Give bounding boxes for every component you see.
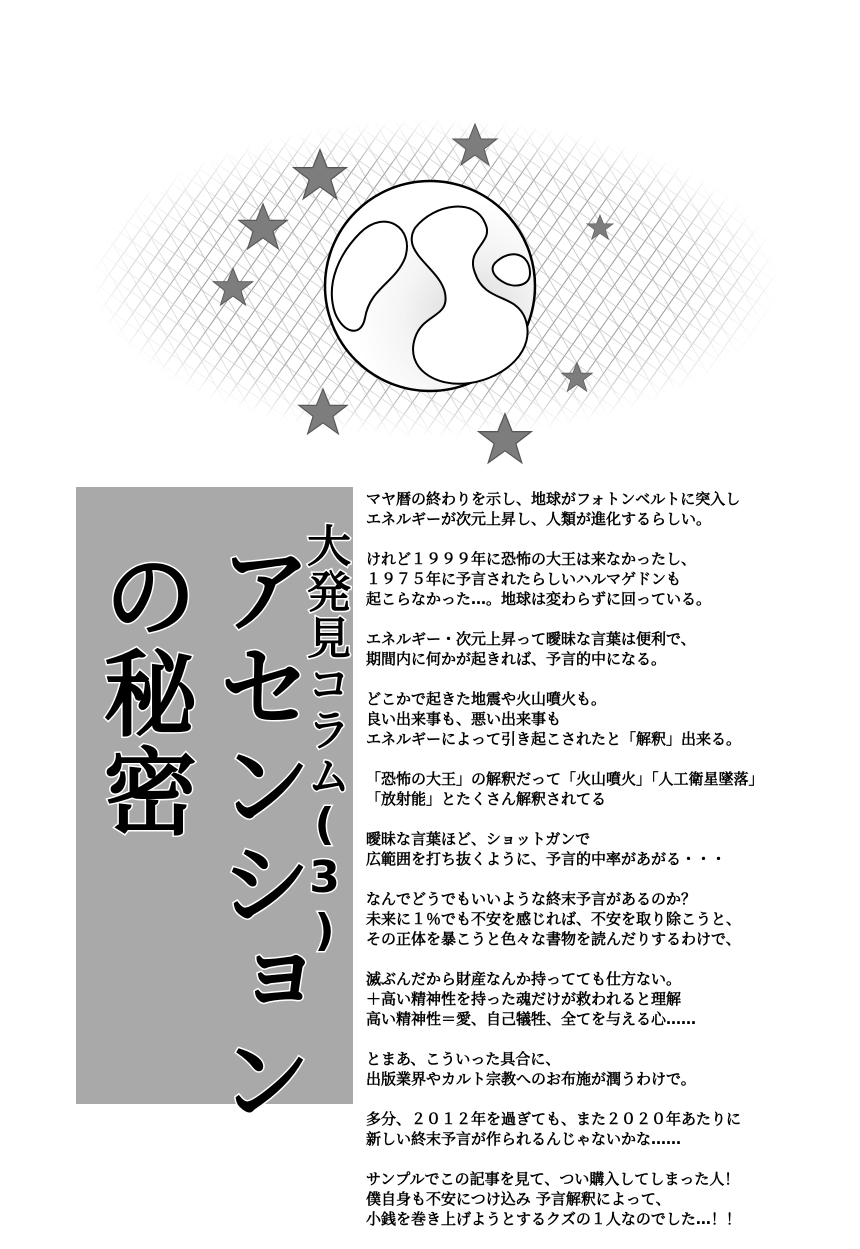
paragraph (366, 769, 836, 809)
paragraph (366, 1109, 836, 1149)
text-line: けれど１９９９年に恐怖の大王は来なかったし、 (366, 550, 697, 568)
text-line: エネルギーが次元上昇し、人類が進化するらしい。 (366, 510, 712, 528)
text-line: 「放射能」とたくさん解釈されてる (366, 790, 607, 808)
paragraph (366, 1169, 836, 1229)
globe-starburst-illustration (85, 88, 785, 473)
text-line: 滅ぶんだから財産なんか持ってても仕方ない。 (366, 970, 682, 988)
text-line: エネルギー・次元上昇って曖昧な言葉は便利で、 (366, 630, 696, 648)
paragraph (366, 689, 836, 749)
text-line: どこかで起きた地震や火山噴火も。 (366, 690, 607, 708)
title-panel (76, 487, 353, 1129)
paragraph (366, 829, 836, 869)
globe-icon (325, 181, 535, 391)
paragraph (366, 889, 836, 949)
text-line: 出版業界やカルト宗教へのお布施が潤うわけで。 (366, 1070, 696, 1088)
text-line: サンプルでこの記事を見て、つい購入してしまった人！ (366, 1170, 740, 1188)
text-line: マヤ暦の終わりを示し、地球がフォトンベルトに突入し (366, 490, 741, 508)
text-line: １９７５年に予言されたらしいハルマゲドンも (366, 570, 682, 588)
text-line: その正体を暴こうと色々な書物を読んだりするわけで、 (366, 930, 741, 948)
text-line: 小銭を巻き上げようとするクズの１人なのでした…！！ (366, 1210, 741, 1228)
text-line: 広範囲を打ち抜くように、予言的中率があがる・・・ (366, 850, 727, 868)
text-line: とまあ、こういった具合に、 (366, 1050, 561, 1068)
text-line: 高い精神性＝愛、自己犠牲、全てを与える心…… (366, 1010, 697, 1028)
text-line: エネルギーによって引き起こされたと「解釈」出来る。 (366, 730, 742, 748)
text-line: 良い出来事も、悪い出来事も (366, 710, 562, 728)
paragraph (366, 969, 836, 1029)
text-line: 起こらなかった…。地球は変わらずに回っている。 (366, 590, 712, 608)
paragraph (366, 1049, 836, 1089)
text-line: 期間内に何かが起きれば、予言的中になる。 (366, 650, 667, 668)
column-subtitle: 大発見コラム(3) (299, 523, 350, 958)
text-line: 多分、２０１２年を過ぎても、また２０２０年あたりに (366, 1110, 742, 1128)
text-line: 「恐怖の大王」の解釈だって「火山噴火」「人工衛星墜落」 (366, 770, 764, 788)
paragraph (366, 549, 836, 609)
text-line: 僕自身も不安につけ込み 予言解釈によって、 (366, 1190, 671, 1208)
paragraph (366, 629, 836, 669)
article-body (366, 489, 836, 1249)
text-line: 曖昧な言葉ほど、ショットガンで (366, 830, 591, 848)
text-line: 未来に１％でも不安を感じれば、不安を取り除こうと、 (366, 910, 742, 928)
paragraph (366, 489, 836, 529)
text-line: ＋高い精神性を持った魂だけが救われると理解 (366, 990, 682, 1008)
title-line-1: アセンション (202, 541, 311, 1129)
title-line-2: の秘密 (87, 547, 196, 841)
text-line: 新しい終末予言が作られるんじゃないかな…… (366, 1130, 682, 1148)
text-line: なんでどうでもいいような終末予言があるのか？ (366, 890, 697, 908)
